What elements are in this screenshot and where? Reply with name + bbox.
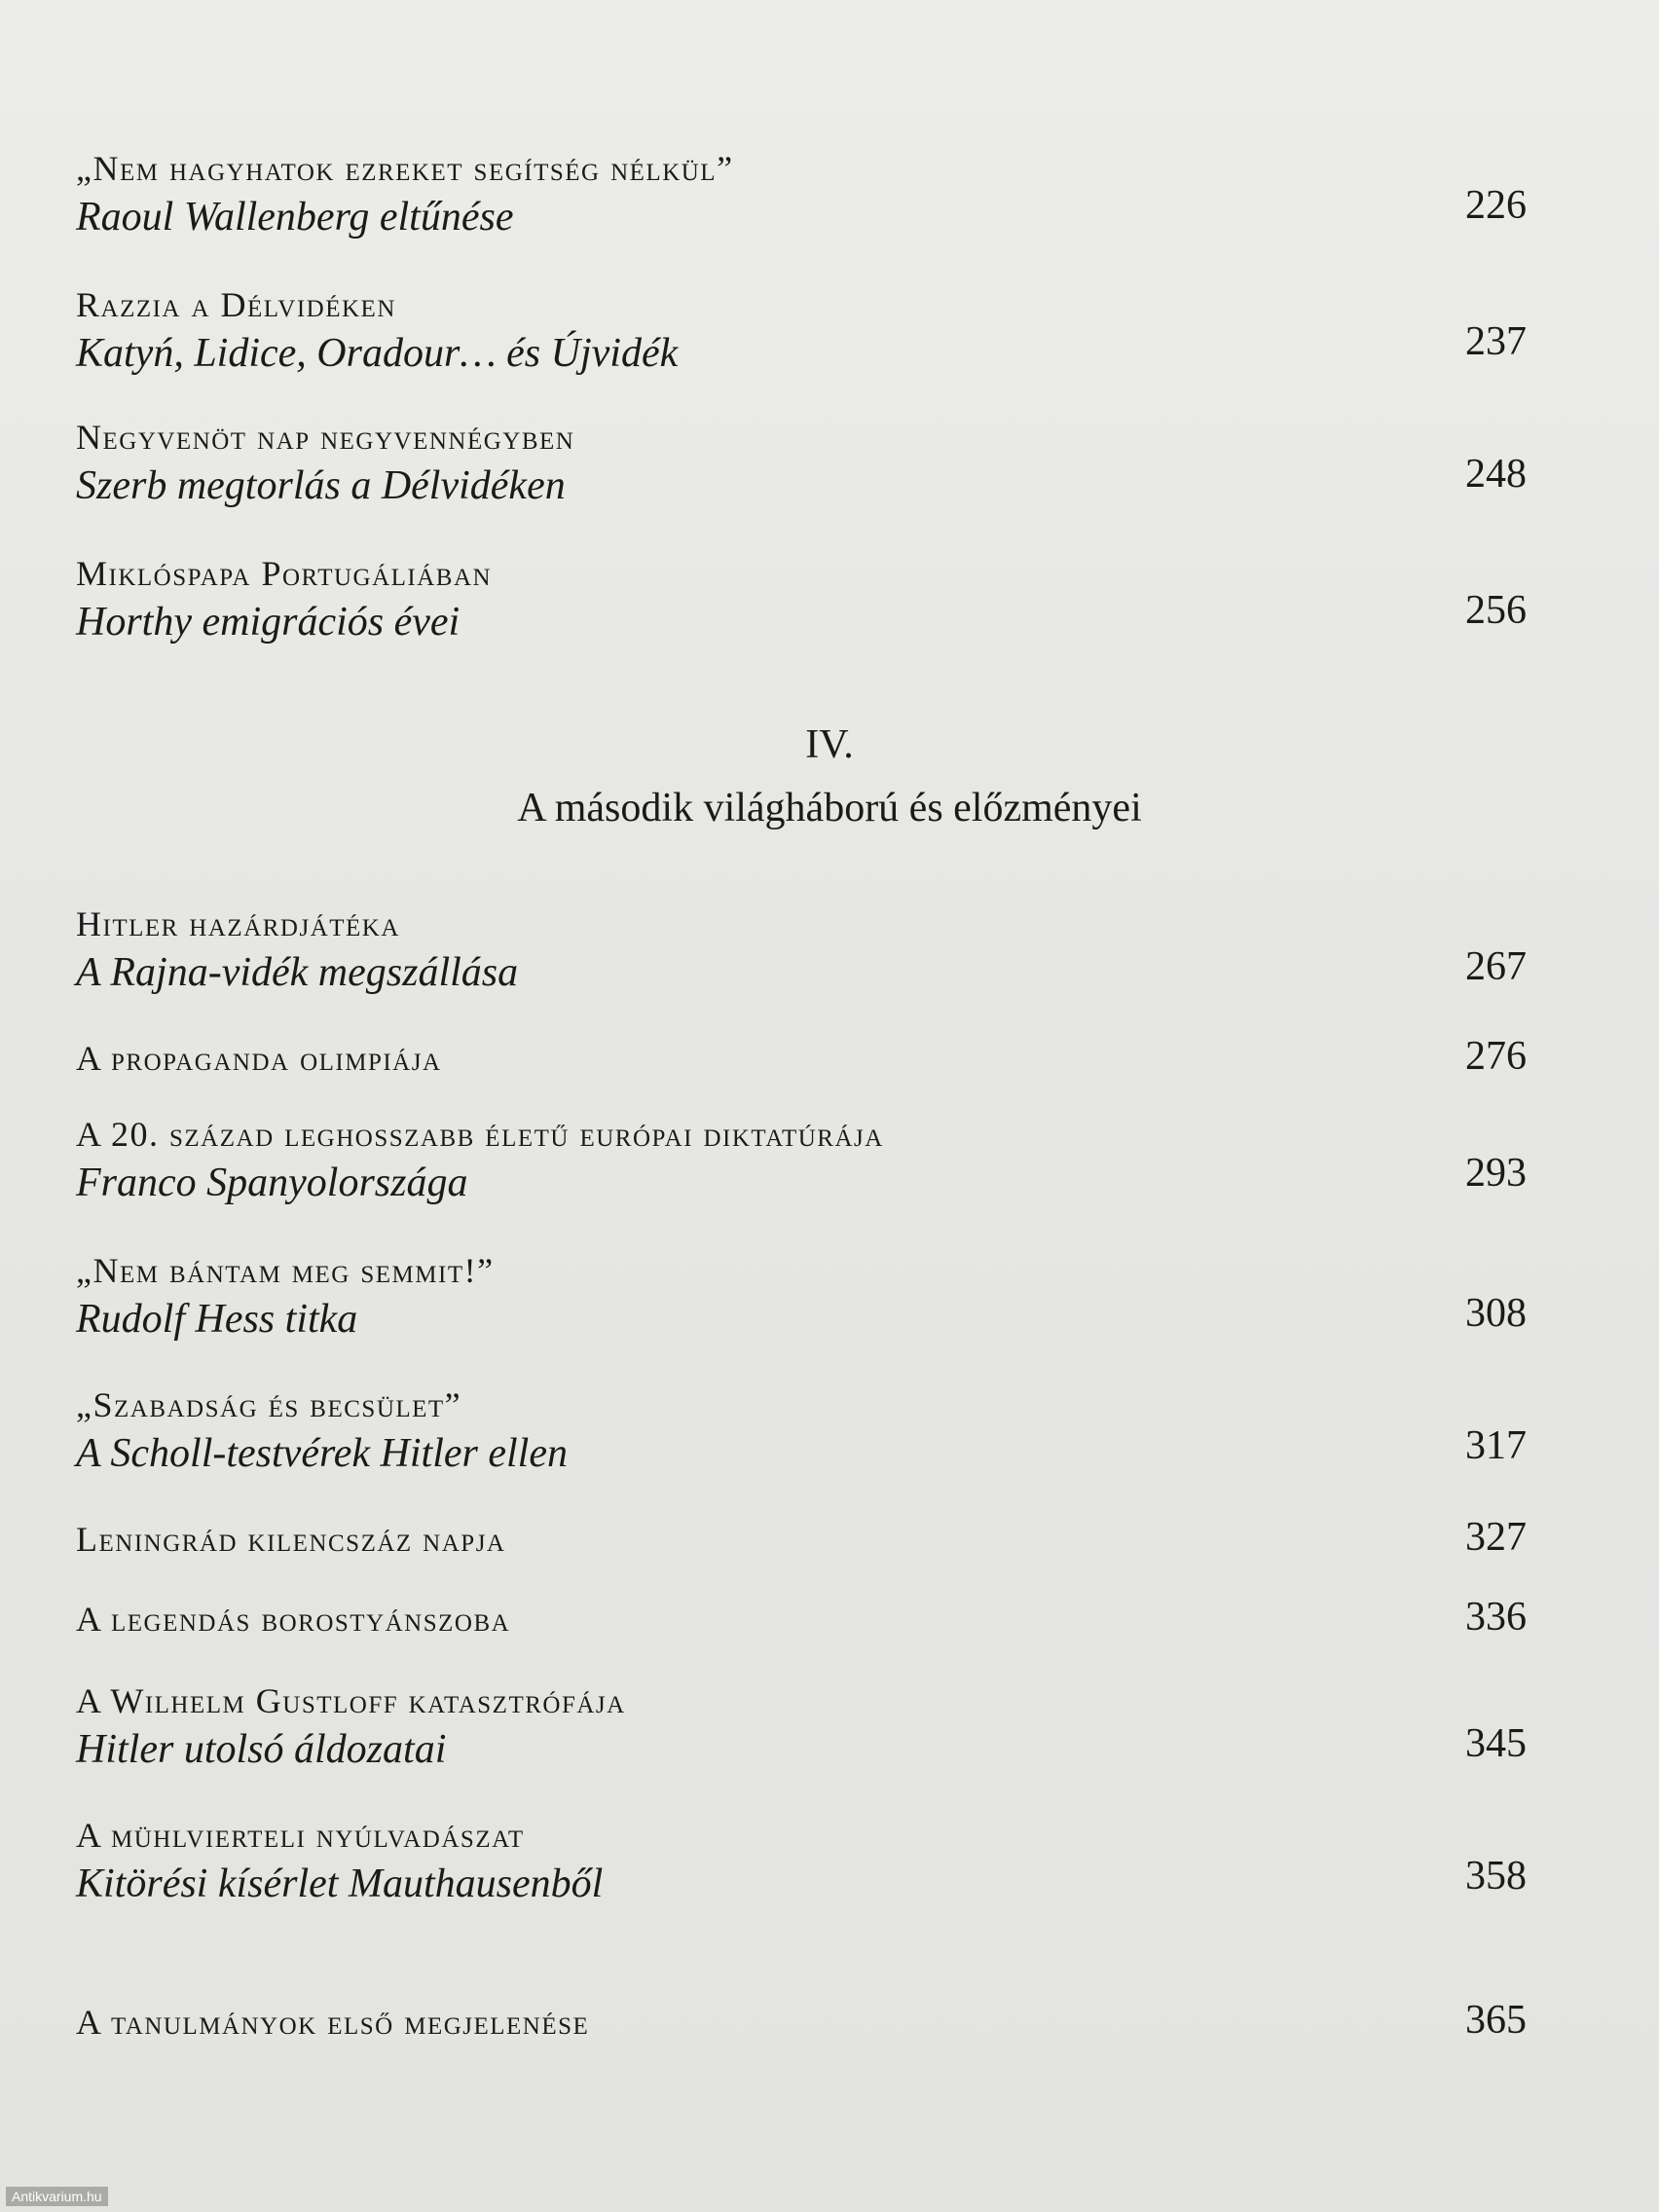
toc-entry: [76, 2000, 1527, 2045]
toc-entry-page: 336: [1465, 1595, 1527, 1640]
toc-entry: [76, 415, 1527, 512]
toc-entry: [76, 551, 1527, 648]
toc-entry-title: „Nem bántam meg semmit!”: [76, 1251, 495, 1290]
section-heading: [0, 720, 1659, 835]
toc-entry-page: 317: [1465, 1423, 1527, 1468]
toc-entry-title: Negyvenöt nap negyvennégyben: [76, 418, 575, 457]
toc-entry: [76, 1036, 1527, 1081]
toc-entry: [76, 1517, 1527, 1562]
toc-entry-subtitle: Horthy emigrációs évei: [76, 600, 461, 645]
toc-entry-page: 365: [1465, 1998, 1527, 2043]
toc-entry-title: Hitler hazárdjátéka: [76, 904, 400, 943]
toc-entry-title: A tanulmányok első megjelenése: [76, 2003, 590, 2042]
toc-entry-page: 237: [1465, 319, 1527, 364]
toc-entry: [76, 902, 1527, 999]
toc-entry-subtitle: Kitörési kísérlet Mauthausenből: [76, 1862, 604, 1906]
watermark: Antikvarium.hu: [6, 2187, 108, 2206]
toc-entry: [76, 1597, 1527, 1641]
toc-entry-subtitle: A Rajna-vidék megszállása: [76, 950, 519, 995]
toc-entry-title: A Wilhelm Gustloff katasztrófája: [76, 1681, 626, 1720]
toc-entry-page: 248: [1465, 452, 1527, 497]
toc-entry-title: A propaganda olimpiája: [76, 1039, 442, 1078]
toc-entry-subtitle: Szerb megtorlás a Délvidéken: [76, 463, 566, 508]
toc-entry-page: 267: [1465, 944, 1527, 989]
toc-entry-page: 345: [1465, 1721, 1527, 1766]
toc-entry: [76, 1678, 1527, 1776]
toc-entry-subtitle: Raoul Wallenberg eltűnése: [76, 195, 514, 240]
toc-entry-title: A mühlvierteli nyúlvadászat: [76, 1816, 525, 1855]
section-title: A második világháború és előzményei: [517, 786, 1142, 830]
toc-entry-title: A 20. század leghosszabb életű európai diktatúrája: [76, 1115, 884, 1154]
toc-entry-page: 293: [1465, 1151, 1527, 1196]
toc-entry-title: A legendás borostyánszoba: [76, 1600, 511, 1639]
toc-entry-page: 276: [1465, 1034, 1527, 1079]
toc-entry-subtitle: Rudolf Hess titka: [76, 1297, 358, 1342]
toc-entry-title: Leningrád kilencszáz napja: [76, 1520, 506, 1559]
toc-entry-title: Miklóspapa Portugáliában: [76, 554, 493, 593]
toc-entry: [76, 146, 1527, 243]
toc-entry-title: Razzia a Délvidéken: [76, 285, 396, 324]
toc-entry-page: 256: [1465, 588, 1527, 633]
toc-entry: [76, 1813, 1527, 1910]
toc-entry-page: 327: [1465, 1515, 1527, 1560]
toc-entry-subtitle: Hitler utolsó áldozatai: [76, 1727, 447, 1772]
toc-entry: [76, 1382, 1527, 1480]
toc-entry: [76, 282, 1527, 380]
toc-entry-subtitle: Franco Spanyolországa: [76, 1161, 468, 1205]
toc-entry: [76, 1112, 1527, 1209]
section-number: IV.: [805, 722, 854, 767]
toc-entry-page: 358: [1465, 1854, 1527, 1899]
toc-entry-subtitle: A Scholl-testvérek Hitler ellen: [76, 1431, 568, 1476]
toc-entry-page: 308: [1465, 1291, 1527, 1336]
toc-entry-subtitle: Katyń, Lidice, Oradour… és Újvidék: [76, 331, 679, 376]
toc-entry-title: „Szabadság és becsület”: [76, 1385, 462, 1424]
toc-entry-page: 226: [1465, 183, 1527, 228]
toc-entry-title: „Nem hagyhatok ezreket segítség nélkül”: [76, 149, 734, 188]
toc-entry: [76, 1248, 1527, 1346]
